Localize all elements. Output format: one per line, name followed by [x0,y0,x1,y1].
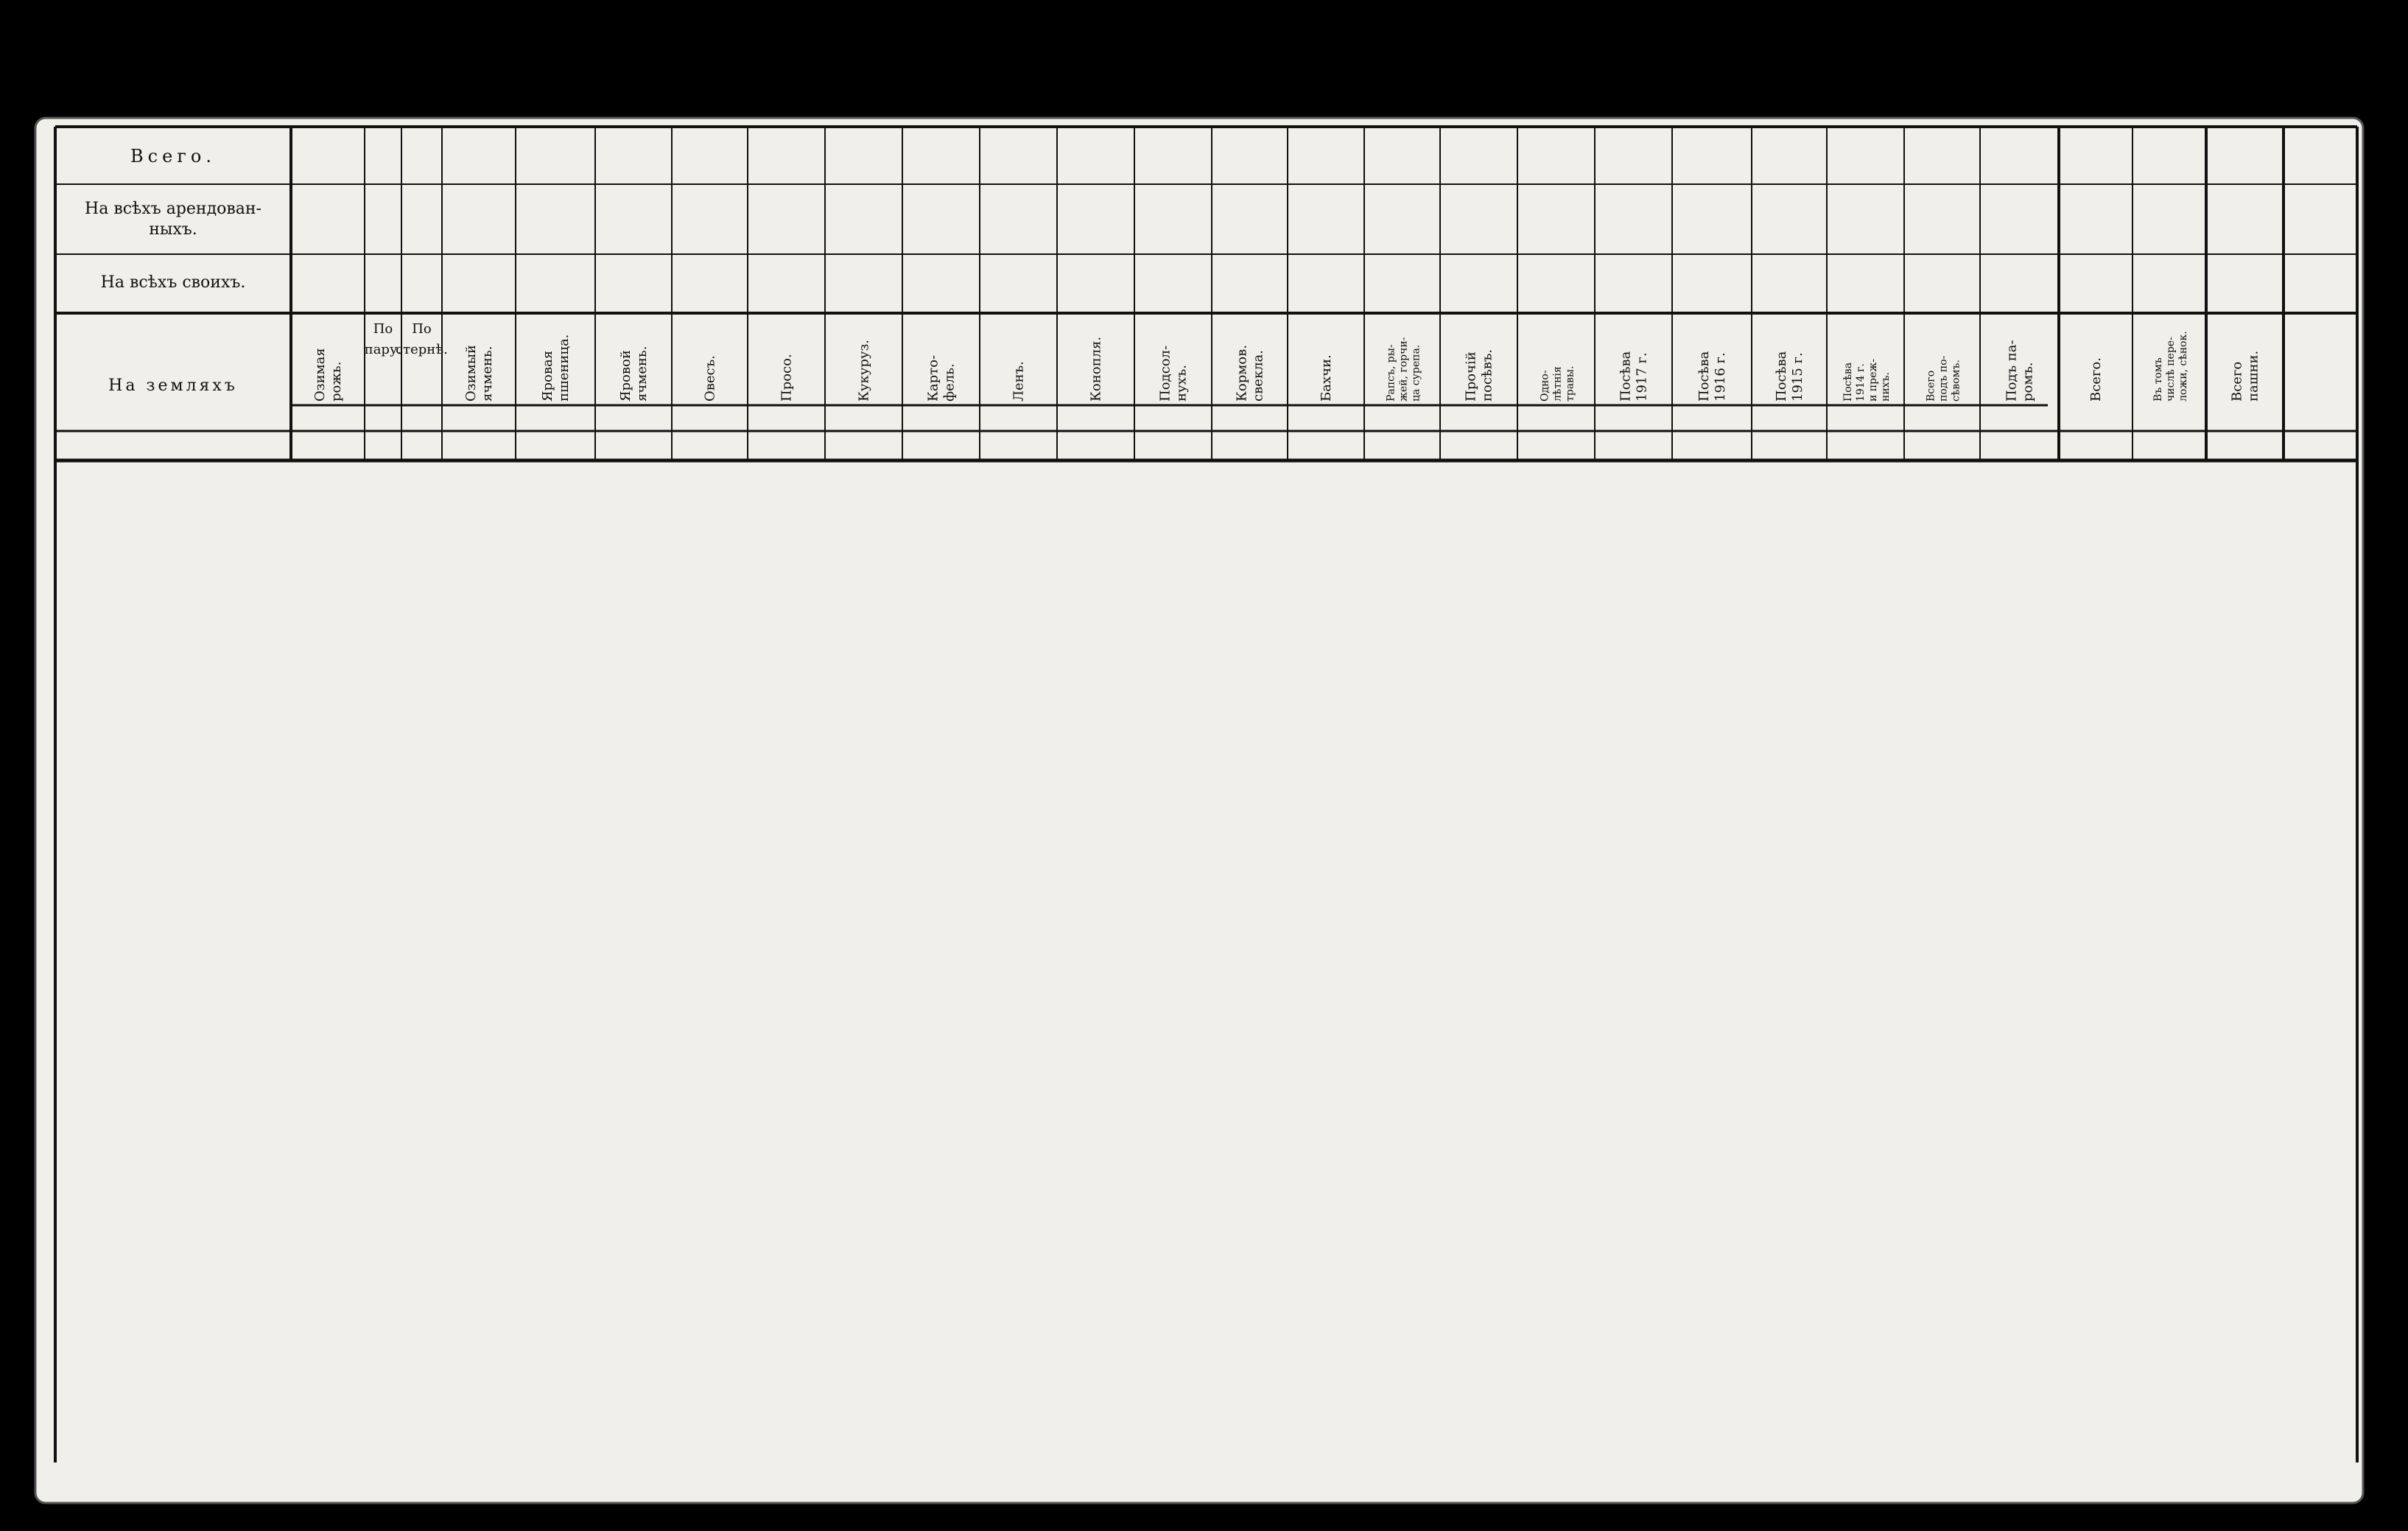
column-header: лѣтнія [1551,366,1564,402]
column-header: Яровой [618,350,633,402]
column-header: Яровая [540,350,555,402]
column-header: нухъ. [1173,365,1190,402]
column-header: Озимая [312,348,328,402]
row-label-rented: ныхъ. [149,220,197,239]
column-header: пшеница. [556,334,572,402]
column-header: рожь. [329,361,344,402]
column-header: пашни. [2245,350,2261,402]
column-header: Посѣва [1696,351,1712,402]
column-header: Всего [1925,370,1937,402]
column-header: Рапсъ, ры- [1385,344,1397,402]
column-header: 1914 г. [1855,363,1867,402]
column-header: пару. [364,342,402,357]
column-header: жей, горчи- [1397,337,1410,402]
column-header: ложи, сѣнок. [2177,331,2189,402]
column-header: травы. [1564,365,1576,402]
column-header: подъ по- [1937,355,1950,402]
row-label-rented: На всѣхъ арендован- [85,200,261,218]
row-label-on-lands: На земляхъ [108,376,238,395]
column-header: стернѣ. [396,342,448,357]
column-header: числѣ пере- [2165,337,2177,402]
column-header: Кукуруз. [856,339,872,402]
column-header: Ленъ. [1011,361,1027,402]
column-header: Подсол- [1157,345,1173,402]
column-header: Конопля. [1088,336,1104,402]
column-header: свекла. [1250,349,1266,402]
column-header: Одно- [1539,370,1551,402]
column-header: Бахчи. [1319,354,1334,402]
column-header: ячмень. [480,346,495,402]
column-header: ромъ. [2020,362,2036,402]
column-header: ячмень. [634,346,650,402]
row-label-own: На всѣхъ своихъ. [100,273,246,292]
column-header: Овесъ. [702,355,718,402]
column-header: фель. [941,363,958,402]
column-header: ца сурепа. [1410,344,1422,402]
column-header: 1916 г. [1713,352,1728,402]
column-header: Подъ па- [2004,340,2020,402]
column-header: Всего. [2088,357,2104,402]
column-header: сѣвомъ. [1950,360,1962,402]
column-header: Всего [2229,361,2245,402]
column-header: Посѣва [1774,351,1789,402]
column-header: нихъ. [1880,372,1892,402]
column-header: Въ томъ [2152,357,2164,402]
column-header: Прочій [1463,351,1479,402]
column-header: 1917 г. [1634,352,1650,402]
column-header: и преж- [1867,359,1879,402]
column-header: Озимый [463,345,479,402]
column-header: 1915 г. [1790,352,1805,402]
column-header: Посѣва [1842,362,1854,402]
column-header: По [373,321,393,337]
row-label-total: Всего. [130,146,216,167]
column-header: Посѣва [1618,351,1634,402]
column-header: Просо. [779,354,795,402]
column-header: Кормов. [1234,345,1250,402]
column-header: По [412,321,432,337]
column-header: посѣвъ. [1479,348,1495,402]
column-header: Карто- [925,354,941,402]
